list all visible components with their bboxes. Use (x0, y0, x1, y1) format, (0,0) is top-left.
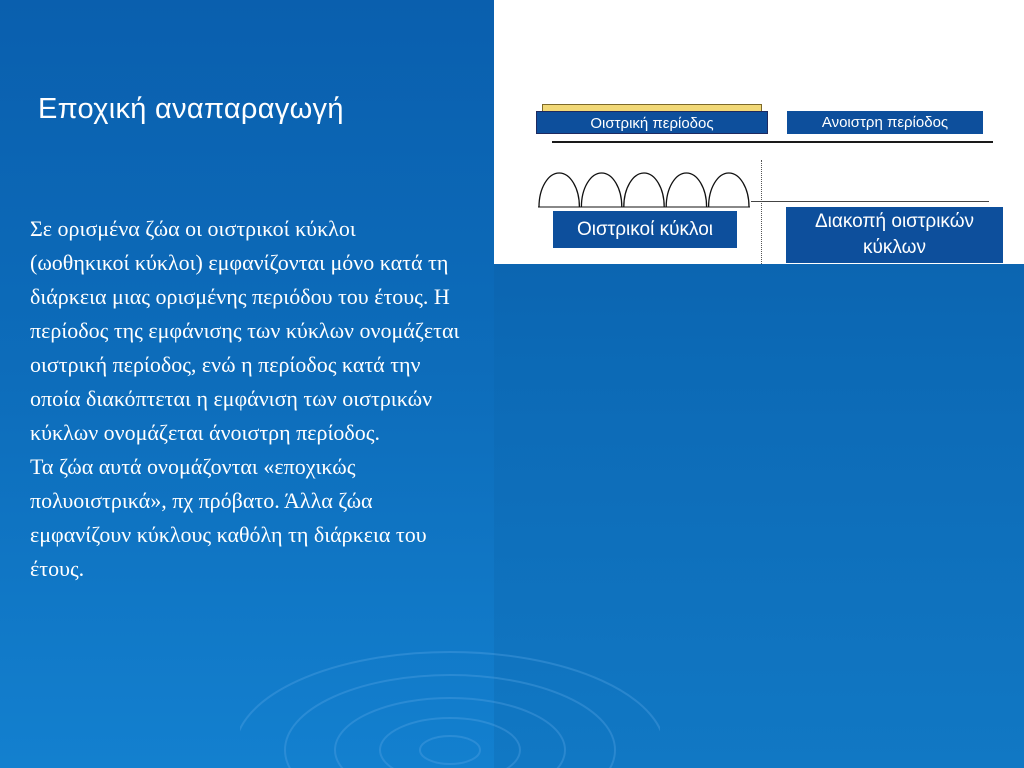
estrous-cycles-label: Οιστρικοί κύκλοι (553, 211, 737, 248)
body-text (30, 212, 460, 586)
estrous-cycle-arc (539, 173, 579, 207)
anestrous-baseline (751, 201, 989, 202)
slide-title: Εποχική αναπαραγωγή (38, 93, 344, 125)
ripple-decoration (240, 600, 660, 768)
estrous-cycle-arc (624, 173, 664, 207)
body-paragraph-1: Σε ορισμένα ζώα οι οιστρικοί κύκλοι (ωοθηκικοί κύκλοι) εμφανίζονται μόνο κατά τη διάρκεια μιας ορισμένης περιόδου του έτους. Η περίοδος της εμφάνισης των κύκλων ονομάζεται οιστρική περίοδος, ενώ η περίοδος κατά την οποία διακόπτεται η εμφάνιση των οιστρικών κύκλων ονομάζεται άνοιστρη περίοδος. (30, 216, 460, 445)
estrous-cycle-arc (581, 173, 621, 207)
reproductive-cycle-diagram (494, 0, 1024, 264)
body-paragraph-2: Τα ζώα αυτά ονομάζονται «εποχικώς πολυοιστρικά», πχ πρόβατο. Άλλα ζώα εμφανίζουν κύκλους καθόλη τη διάρκεια του έτους. (30, 454, 427, 581)
estrous-cycle-arc (666, 173, 706, 207)
timeline-line (552, 141, 993, 143)
cycles-interruption-label: Διακοπή οιστρικών κύκλων (786, 207, 1003, 263)
anestrous-period-label: Ανοιστρη περίοδος (787, 111, 983, 134)
estrous-cycle-arc (709, 173, 749, 207)
period-divider (761, 160, 762, 264)
estrous-cycle-arcs (538, 170, 750, 210)
estrous-period-label: Οιστρική περίοδος (536, 111, 768, 134)
